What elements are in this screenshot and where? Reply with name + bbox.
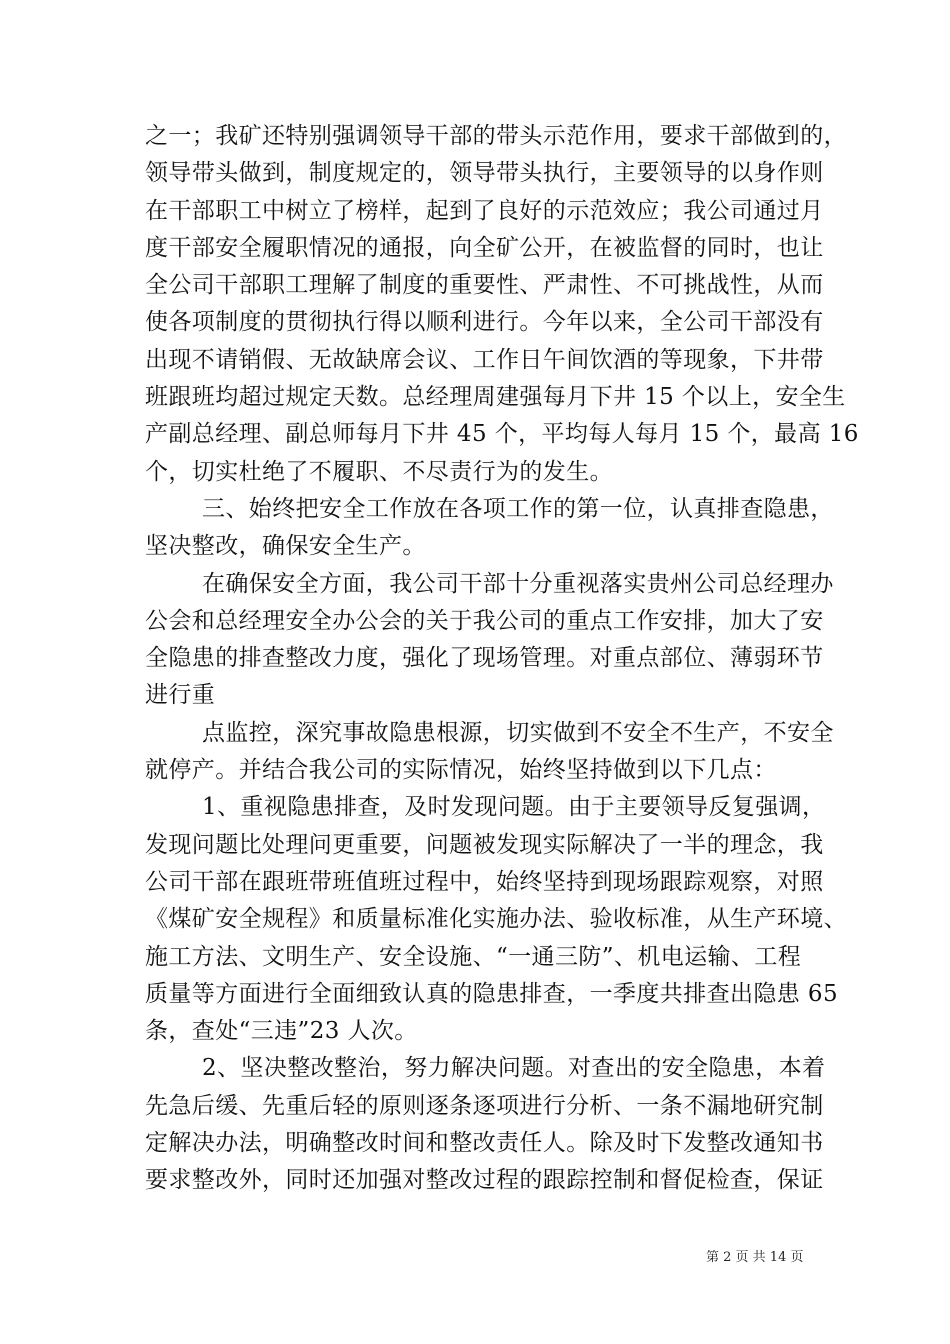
text-line: 施工方法、文明生产、安全设施、“一通三防”、机电运输、工程 — [145, 943, 802, 970]
text-line: 《煤矿安全规程》和质量标准化实施办法、验收标准，从生产环境、 — [145, 906, 847, 933]
text-line: 度干部安全履职情况的通报，向全矿公开，在被监督的同时，也让 — [145, 234, 824, 261]
text-line: 产副总经理、副总师每月下井 45 个，平均每人每月 15 个，最高 16 — [145, 421, 859, 448]
text-line: 三、始终把安全工作放在各项工作的第一位，认真排查隐患， — [202, 495, 834, 522]
text-line: 公会和总经理安全办公会的关于我公司的重点工作安排，加大了安 — [145, 607, 824, 634]
text-line: 质量等方面进行全面细致认真的隐患排查，一季度共排查出隐患 65 — [145, 980, 838, 1007]
text-line: 坚决整改，确保安全生产。 — [145, 533, 426, 560]
text-line: 领导带头做到，制度规定的，领导带头执行，主要领导的以身作则 — [145, 160, 824, 187]
text-line: 公司干部在跟班带班值班过程中，始终坚持到现场跟踪观察，对照 — [145, 868, 824, 895]
text-line: 个，切实杜绝了不履职、不尽责行为的发生。 — [145, 458, 613, 485]
text-line: 全公司干部职工理解了制度的重要性、严肃性、不可挑战性，从而 — [145, 272, 824, 299]
text-line: 发现问题比处理问更重要，问题被发现实际解决了一半的理念，我 — [145, 831, 824, 858]
text-line: 定解决办法，明确整改时间和整改责任人。除及时下发整改通知书 — [145, 1130, 824, 1157]
text-line: 先急后缓、先重后轻的原则逐条逐项进行分析、一条不漏地研究制 — [145, 1092, 824, 1119]
text-line: 条，查处“三违”23 人次。 — [145, 1018, 418, 1045]
text-line: 就停产。并结合我公司的实际情况，始终坚持做到以下几点： — [145, 757, 777, 784]
text-line: 之一；我矿还特别强调领导干部的带头示范作用，要求干部做到的， — [145, 123, 847, 149]
body-text — [145, 118, 859, 1200]
text-line: 要求整改外，同时还加强对整改过程的跟踪控制和督促检查，保证 — [145, 1167, 824, 1194]
text-line: 在干部职工中树立了榜样，起到了良好的示范效应；我公司通过月 — [145, 197, 824, 224]
text-line: 在确保安全方面，我公司干部十分重视落实贵州公司总经理办 — [202, 570, 834, 597]
text-line: 使各项制度的贯彻执行得以顺利进行。今年以来，全公司干部没有 — [145, 309, 824, 336]
text-line: 进行重 — [145, 682, 216, 709]
text-line: 全隐患的排查整改力度，强化了现场管理。对重点部位、薄弱环节 — [145, 645, 824, 672]
text-line: 2、坚决整改整治，努力解决问题。对查出的安全隐患，本着 — [202, 1055, 826, 1082]
text-line: 点监控，深究事故隐患根源，切实做到不安全不生产，不安全 — [202, 719, 834, 746]
page-number-footer: 第 2 页 共 14 页 — [706, 1250, 804, 1265]
text-line: 班跟班均超过规定天数。总经理周建强每月下井 15 个以上，安全生 — [145, 384, 846, 411]
text-line: 出现不请销假、无故缺席会议、工作日午间饮酒的等现象，下井带 — [145, 346, 824, 373]
text-line: 1、重视隐患排查，及时发现问题。由于主要领导反复强调， — [202, 794, 826, 821]
